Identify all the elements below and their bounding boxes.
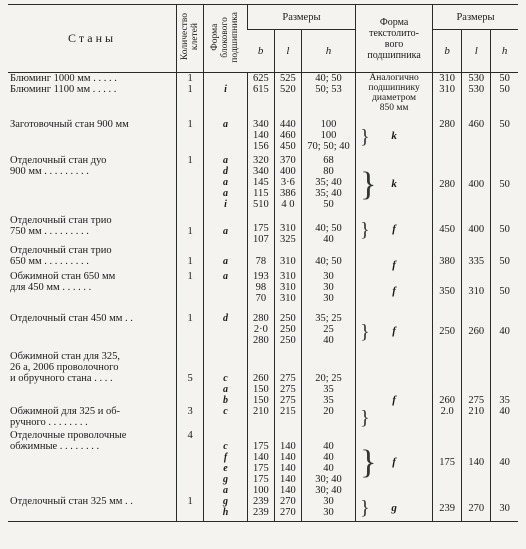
l-cell: 270 270 [274,496,301,522]
table-row [8,271,518,313]
h-cell: 30 30 [301,496,355,522]
count-cell: 1 1 [177,73,204,119]
h-cell: 68 80 35; 40 35; 40 50 [301,155,355,215]
l-cell: 370 400 3·6 386 4 0 [274,155,301,215]
shape-text: Аналогично подшипнику диаметром 850 мм [368,73,420,113]
sub-b: b [247,30,274,73]
mills-header: Станы [8,5,177,73]
l2-cell: 275 [462,351,491,406]
header-row [8,5,518,30]
bearing-letter-cell: a d a a i [204,155,248,215]
count-cell: 1 [177,155,204,215]
mill-name: Обжимной стан для 325, 26 а, 2006 проволочного и обручного стана . . . . [10,350,120,384]
count-cell: 4 [177,430,204,496]
b2-cell: 260 [433,351,462,406]
table-row [8,406,518,430]
bearing-letter-cell: d [204,313,248,351]
mills-table [8,4,518,522]
table-row [8,351,518,406]
mill-name: Заготовочный стан 900 мм [10,118,129,130]
count-cell: 1 [177,215,204,245]
b2-cell: 239 [433,496,462,522]
b-cell: 175 107 [247,215,274,245]
h2-cell: 50 [491,119,518,155]
bearing-letter-cell: a [204,119,248,155]
dims2-header: Размеры [433,5,518,30]
textolite-shape-cell [356,215,433,245]
textolite-shape-cell [356,406,433,430]
mill-name: Отделочный стан 325 мм . . [8,496,177,522]
shape-letter: f [392,456,396,468]
h2-cell: 40 [491,313,518,351]
h-cell: 100 100 70; 50; 40 [301,119,355,155]
brace-icon: } [360,320,370,343]
sub-b2: b [433,30,462,73]
b2-cell: 450 [433,215,462,245]
mill-name: Отделочный стан 450 мм . . [10,312,133,324]
bearing-letter-cell: i [204,73,248,119]
table-row [8,430,518,496]
l2-cell: 400 [462,215,491,245]
h2-cell: 50 [491,155,518,215]
sub-l2: l [462,30,491,73]
b2-cell: 380 [433,245,462,271]
bearing-letter-cell: a [204,245,248,271]
count-cell: 1 [177,496,204,522]
bearing-letter-cell: c a b [204,351,248,406]
brace-icon: } [360,218,370,241]
h2-cell: 40 [491,430,518,496]
mill-name: Блюминг 1000 мм . . . . . Блюминг 1100 мм . . . . . [10,73,117,95]
count-cell: 1 [177,119,204,155]
shape-letter: f [392,223,396,235]
textolite-shape-cell [356,351,433,406]
table-row [8,119,518,155]
brace-icon: } [360,406,370,429]
h2-cell: 50 50 [491,73,518,119]
shape-letter: f [392,393,396,406]
l2-cell: 270 [462,496,491,522]
b2-cell: 175 [433,430,462,496]
l-cell: 250 250 250 [274,313,301,351]
shape-letter: f [392,325,396,337]
h2-cell: 30 [491,496,518,522]
l2-cell: 400 [462,155,491,215]
l-cell: 440 460 450 [274,119,301,155]
shape-letter: k [391,178,397,190]
b-cell: 210 [247,406,274,430]
b-cell: 340 140 156 [247,119,274,155]
textolite-shape-header: Форма текстолито- вого подшипника [356,5,433,73]
l2-cell: 210 [462,406,491,430]
mill-name: Отделочные проволочные обжимные . . . . . . . . [10,429,127,452]
bearing-letter-cell: c f e g a [204,430,248,496]
mill-name: Отделочный стан трио 750 мм . . . . . . . . . [10,214,112,237]
count-cell: 5 [177,351,204,406]
textolite-shape-cell [356,430,433,496]
shape-letter: f [392,285,396,297]
brace-icon: } [360,125,370,148]
l-cell: 525 520 [274,73,301,119]
l-cell: 310 [274,245,301,271]
h-cell: 30 30 30 [301,271,355,313]
bearing-letter-cell: a [204,271,248,313]
bearing-letter-cell: a [204,215,248,245]
l-cell: 310 310 310 [274,271,301,313]
shape-letter: g [391,501,397,514]
table-row [8,245,518,271]
stands-count-header: Количество клетей [177,5,204,73]
mill-name: Обжимной для 325 и об- ручного . . . . . . . . [10,405,121,428]
l-cell: 215 [274,406,301,430]
b2-cell: 280 [433,119,462,155]
b-cell: 625 615 [247,73,274,119]
shape-letter: k [391,130,397,142]
table-row [8,155,518,215]
b-cell: 193 98 70 [247,271,274,313]
bearing-letter-cell: c [204,406,248,430]
dims-header: Размеры [247,5,355,30]
l-cell: 275 275 275 [274,351,301,406]
count-cell: 1 [177,245,204,271]
mill-name: Отделочный стан трио 650 мм . . . . . . . . . [10,244,112,267]
textolite-shape-cell [356,271,433,313]
table-row [8,73,518,119]
h2-cell: 50 [491,271,518,313]
h-cell: 40; 50 40 [301,215,355,245]
l2-cell: 140 [462,430,491,496]
textolite-shape-cell [356,73,433,119]
b-cell: 175 140 175 175 100 [247,430,274,496]
count-cell: 1 [177,271,204,313]
brace-icon: } [360,165,377,203]
l2-cell: 310 [462,271,491,313]
b-cell: 78 [247,245,274,271]
l2-cell: 260 [462,313,491,351]
textolite-shape-cell [356,496,433,522]
textolite-shape-cell [356,313,433,351]
mill-name: Обжимной стан 650 мм для 450 мм . . . . . . [10,270,116,293]
table-row [8,313,518,351]
l2-cell: 460 [462,119,491,155]
b-cell: 239 239 [247,496,274,522]
b-cell: 260 150 150 [247,351,274,406]
h-cell: 40; 50 50; 53 [301,73,355,119]
shape-letter: f [392,258,396,271]
sub-l: l [274,30,301,73]
bearing-letter-cell: g h [204,496,248,522]
textolite-shape-cell [356,155,433,215]
sub-h: h [301,30,355,73]
brace-icon: } [360,443,377,481]
l-cell: 140 140 140 140 140 [274,430,301,496]
table-row [8,496,518,522]
mill-name: Отделочный стан дуо 900 мм . . . . . . . . . [10,154,107,177]
h2-cell: 50 [491,245,518,271]
h2-cell: 35 [491,351,518,406]
h-cell: 40 40 40 30; 40 30; 40 [301,430,355,496]
sub-h2: h [491,30,518,73]
count-cell: 3 [177,406,204,430]
count-cell: 1 [177,313,204,351]
h2-cell: 50 [491,215,518,245]
h-cell: 35; 25 25 40 [301,313,355,351]
h-cell: 20 [301,406,355,430]
textolite-shape-cell [356,245,433,271]
b2-cell: 250 [433,313,462,351]
b2-cell: 350 [433,271,462,313]
l2-cell: 530 530 [462,73,491,119]
table-row [8,215,518,245]
textolite-shape-cell [356,119,433,155]
l2-cell: 335 [462,245,491,271]
h-cell: 20; 25 35 35 [301,351,355,406]
b2-cell: 310 310 [433,73,462,119]
brace-icon: } [360,497,370,520]
b-cell: 280 2·0 280 [247,313,274,351]
bearing-shape-header: Форма блокового подшипника [204,5,248,73]
l-cell: 310 325 [274,215,301,245]
b-cell: 320 340 145 115 510 [247,155,274,215]
b2-cell: 2.0 [433,406,462,430]
h-cell: 40; 50 [301,245,355,271]
b2-cell: 280 [433,155,462,215]
h2-cell: 40 [491,406,518,430]
